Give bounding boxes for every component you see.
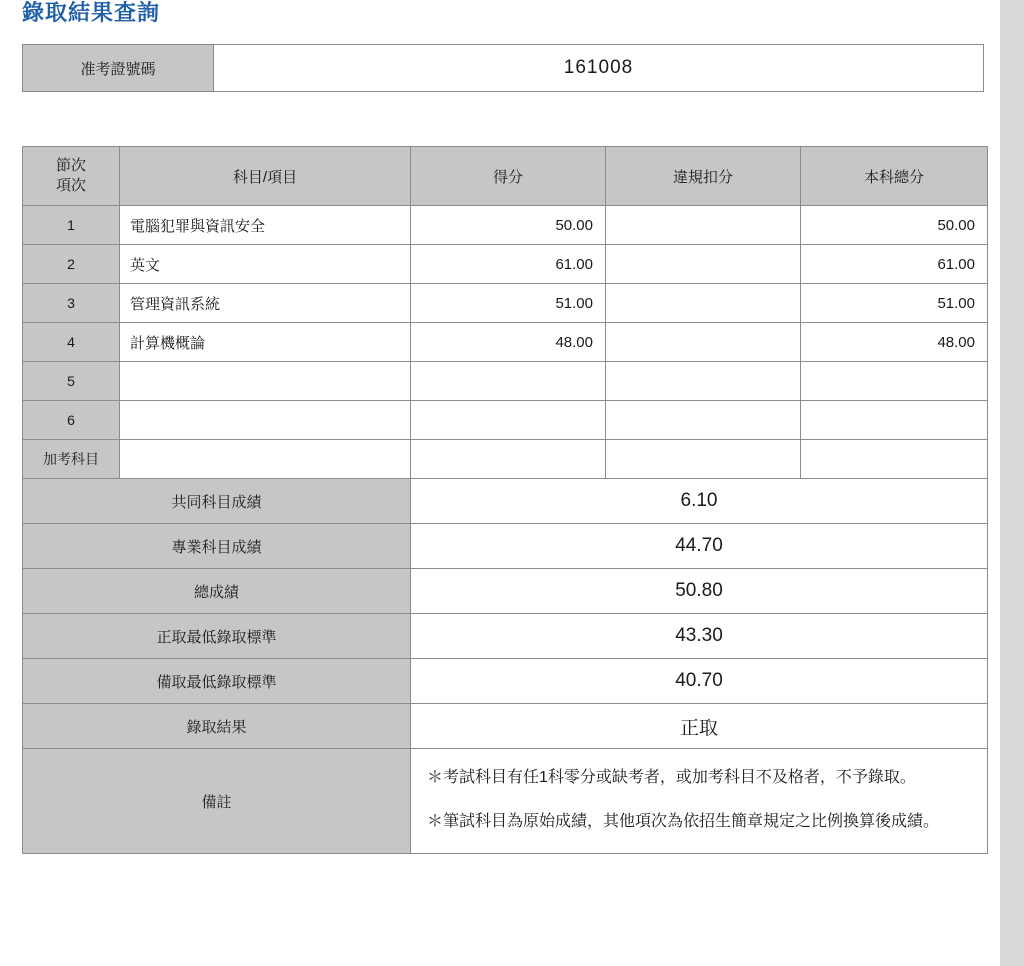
row-total xyxy=(801,362,988,401)
header-session-line2: 項次 xyxy=(55,177,86,194)
remark-label: 備註 xyxy=(23,749,411,854)
row-score: 48.00 xyxy=(411,323,606,362)
row-total xyxy=(801,401,988,440)
table-row xyxy=(23,245,988,284)
table-row xyxy=(23,440,988,479)
row-total: 50.00 xyxy=(801,206,988,245)
row-subject xyxy=(120,401,411,440)
row-subject xyxy=(120,362,411,401)
admission-result-value: 正取 xyxy=(411,704,988,749)
summary-value: 44.70 xyxy=(411,524,988,569)
admission-id-table xyxy=(22,44,984,92)
summary-value: 50.80 xyxy=(411,569,988,614)
summary-value: 40.70 xyxy=(411,659,988,704)
table-row xyxy=(23,284,988,323)
page-title: 錄取結果查詢 xyxy=(22,0,161,25)
header-session xyxy=(23,147,120,206)
remark-body xyxy=(411,749,988,854)
table-row xyxy=(23,401,988,440)
row-total xyxy=(801,440,988,479)
table-row xyxy=(23,323,988,362)
row-index: 加考科目 xyxy=(23,440,120,479)
row-penalty xyxy=(606,206,801,245)
row-index: 4 xyxy=(23,323,120,362)
row-penalty xyxy=(606,284,801,323)
row-score xyxy=(411,362,606,401)
remark-line-1: ＊考試科目有任1科零分或缺考者，或加考科目不及格者，不予錄取。 xyxy=(427,769,916,786)
row-total: 51.00 xyxy=(801,284,988,323)
row-penalty xyxy=(606,245,801,284)
summary-label: 共同科目成績 xyxy=(23,479,411,524)
row-index: 2 xyxy=(23,245,120,284)
row-index: 3 xyxy=(23,284,120,323)
row-score: 61.00 xyxy=(411,245,606,284)
remark-line-2: ＊筆試科目為原始成績，其他項次為依招生簡章規定之比例換算後成績。 xyxy=(427,813,940,830)
summary-label: 備取最低錄取標準 xyxy=(23,659,411,704)
row-score xyxy=(411,401,606,440)
row-total: 48.00 xyxy=(801,323,988,362)
summary-row-total xyxy=(23,569,988,614)
table-row xyxy=(23,45,984,92)
summary-label: 專業科目成績 xyxy=(23,524,411,569)
row-subject: 電腦犯罪與資訊安全 xyxy=(120,206,411,245)
row-total: 61.00 xyxy=(801,245,988,284)
row-score: 51.00 xyxy=(411,284,606,323)
summary-row-min-waitlist xyxy=(23,659,988,704)
admission-id-value: 161008 xyxy=(214,45,984,92)
summary-row-common xyxy=(23,479,988,524)
table-row xyxy=(23,362,988,401)
summary-label: 總成績 xyxy=(23,569,411,614)
page-right-margin xyxy=(1000,0,1024,966)
summary-label: 正取最低錄取標準 xyxy=(23,614,411,659)
table-header-row xyxy=(23,147,988,206)
row-score: 50.00 xyxy=(411,206,606,245)
row-penalty xyxy=(606,362,801,401)
summary-value: 6.10 xyxy=(411,479,988,524)
summary-label: 錄取結果 xyxy=(23,704,411,749)
row-index: 5 xyxy=(23,362,120,401)
header-total: 本科總分 xyxy=(801,147,988,206)
summary-row-professional xyxy=(23,524,988,569)
score-table xyxy=(22,146,988,854)
row-index: 1 xyxy=(23,206,120,245)
row-penalty xyxy=(606,440,801,479)
admission-id-label: 准考證號碼 xyxy=(23,45,214,92)
table-row xyxy=(23,206,988,245)
header-session-line1: 節次 xyxy=(55,157,86,174)
row-penalty xyxy=(606,401,801,440)
remark-row xyxy=(23,749,988,854)
row-subject xyxy=(120,440,411,479)
row-subject: 計算機概論 xyxy=(120,323,411,362)
summary-row-result xyxy=(23,704,988,749)
summary-value: 43.30 xyxy=(411,614,988,659)
row-penalty xyxy=(606,323,801,362)
row-score xyxy=(411,440,606,479)
header-penalty: 違規扣分 xyxy=(606,147,801,206)
row-subject: 英文 xyxy=(120,245,411,284)
header-score: 得分 xyxy=(411,147,606,206)
header-subject: 科目/項目 xyxy=(120,147,411,206)
summary-row-min-admit xyxy=(23,614,988,659)
row-subject: 管理資訊系統 xyxy=(120,284,411,323)
row-index: 6 xyxy=(23,401,120,440)
